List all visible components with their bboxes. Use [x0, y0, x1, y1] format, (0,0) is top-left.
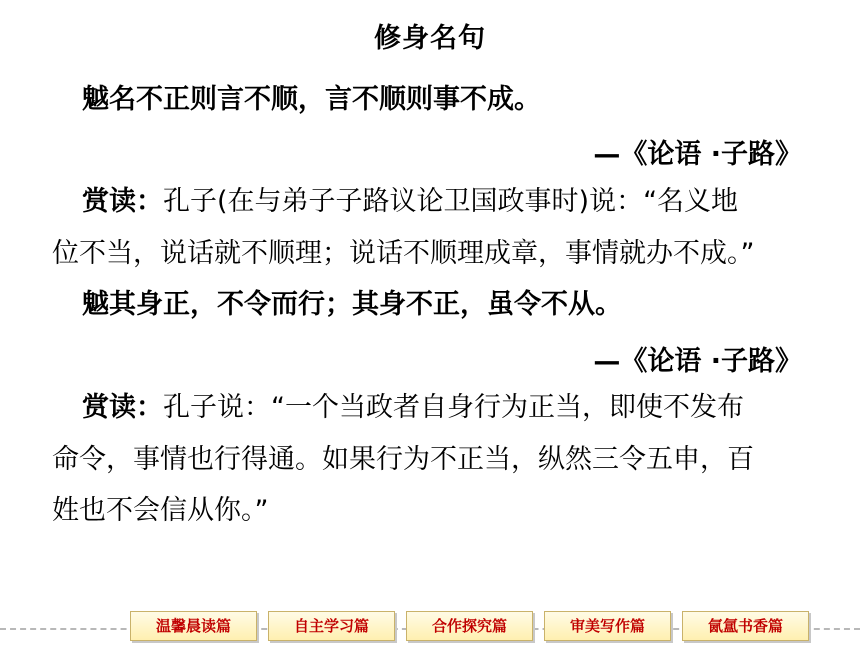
- nav-button-self-study[interactable]: 自主学习篇: [268, 611, 395, 641]
- quote-text: 魆其身正，不令而行；其身不正，虽令不从。: [82, 289, 622, 320]
- nav-button-book-fragrance[interactable]: 氤氲书香篇: [682, 611, 809, 641]
- nav-button-aesthetic-writing[interactable]: 审美写作篇: [544, 611, 671, 641]
- nav-button-cooperative-inquiry[interactable]: 合作探究篇: [406, 611, 533, 641]
- appreciation-text: 孔子说：“一个当政者自身行为正当，即使不发布: [163, 392, 744, 423]
- appreciation-line: [82, 390, 744, 426]
- appreciation-label: 赏读：: [82, 392, 163, 423]
- appreciation-text: 位不当，说话就不顺理；说话不顺理成章，事情就办不成。”: [52, 238, 755, 269]
- appreciation-line: [82, 184, 738, 220]
- appreciation-text: 姓也不会信从你。”: [52, 495, 269, 526]
- page-title: 修身名句: [374, 23, 486, 54]
- appreciation-label: 赏读：: [82, 186, 163, 217]
- quote-source: —《论语 ·子路》: [593, 346, 802, 377]
- footer-nav: [130, 611, 809, 641]
- appreciation-text: 命令，事情也行得通。如果行为不正当，纵然三令五申，百: [52, 444, 754, 475]
- quote-source: —《论语 ·子路》: [593, 139, 802, 170]
- quote-text: 魆名不正则言不顺，言不顺则事不成。: [82, 84, 541, 115]
- nav-button-morning-reading[interactable]: 温馨晨读篇: [130, 611, 257, 641]
- appreciation-text: 孔子(在与弟子子路议论卫国政事时)说：“名义地: [163, 186, 739, 217]
